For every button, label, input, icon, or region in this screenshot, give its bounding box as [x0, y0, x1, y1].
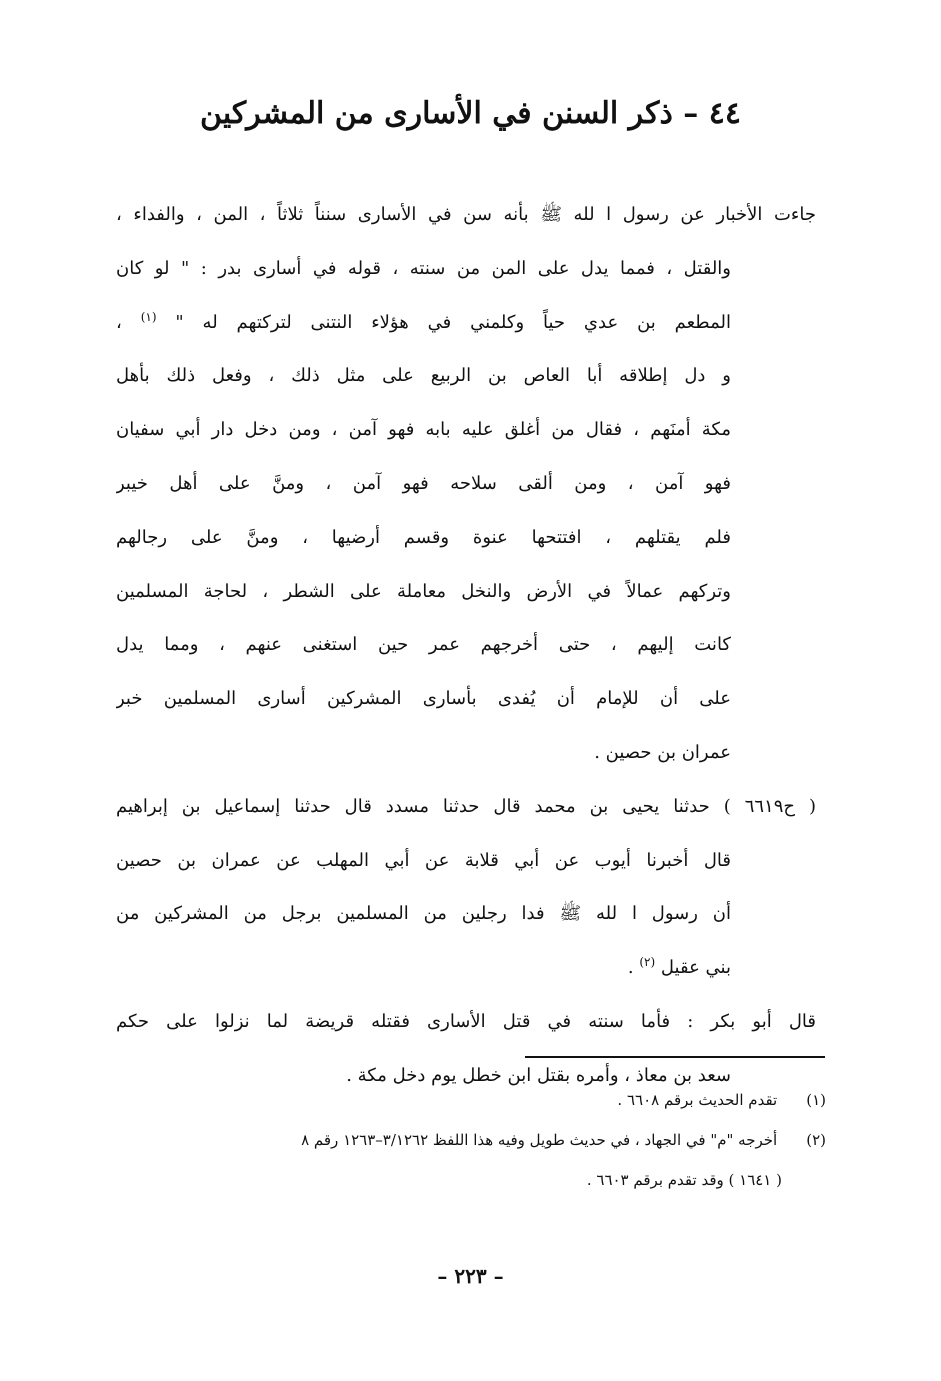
footnote-number: (١): [806, 1091, 826, 1109]
body-text: [116, 188, 816, 1103]
chapter-title: ٤٤ – ذكر السنن في الأسارى من المشركين: [200, 96, 741, 131]
footnote: [116, 1120, 826, 1160]
body-line: والقتل ، فمما يدل على المن من سنته ، قوله في أسارى بدر : " لو كان: [116, 257, 731, 279]
footnote-text: ( ١٦٤١ ) وقد تقدم برقم ٦٦٠٣ .: [586, 1171, 782, 1189]
footnote-divider: [525, 1056, 825, 1058]
body-line: فهو آمن ، ومن ألقى سلاحه فهو آمن ، ومنَّ على أهل خيبر: [116, 472, 731, 494]
body-line-text: المطعم بن عدي حياً وكلمني في هؤلاء النتنى لتركتهم له ": [175, 311, 731, 333]
body-line: على أن للإمام أن يُفدى بأسارى المشركين أسارى المسلمين خبر: [116, 688, 731, 710]
body-line-text: بني عقيل: [660, 957, 731, 979]
body-line: و دل إطلاقه أبا العاص بن الربيع على مثل ذلك ، وفعل ذلك بأهل: [116, 365, 731, 387]
footnote-number: (٢): [806, 1131, 826, 1149]
body-line: فلم يقتلهم ، افتتحها عنوة وقسم أرضيها ، ومنَّ على رجالهم: [116, 526, 731, 548]
footnote-ref: (٢): [639, 955, 656, 970]
body-line: كانت إليهم ، حتى أخرجهم عمر حين استغنى عنهم ، ومما يدل: [116, 634, 731, 656]
footnote-text: تقدم الحديث برقم ٦٦٠٨ .: [617, 1091, 778, 1109]
hadith-line: ( ح٦٦١٩ ) حدثنا يحيى بن محمد قال حدثنا مسدد قال حدثنا إسماعيل بن إبراهيم: [116, 795, 816, 817]
hadith-line: قال أخبرنا أيوب عن أبي قلابة عن أبي المهلب عن عمران بن حصين: [116, 849, 731, 871]
page-number: – ٢٢٣ –: [437, 1264, 504, 1288]
commentary-line: قال أبو بكر : فأما سنته في قتل الأسارى فقتله قريضة لما نزلوا على حكم: [116, 1010, 816, 1032]
footnote-ref: (١): [140, 309, 157, 324]
body-line: عمران بن حصين .: [594, 741, 731, 763]
body-line: وتركهم عمالاً في الأرض والنخل معاملة على الشطر ، لحاجة المسلمين: [116, 580, 731, 602]
commentary-line: سعد بن معاذ ، وأمره بقتل ابن خطل يوم دخل مكة .: [346, 1064, 731, 1086]
footnote: [116, 1080, 826, 1120]
body-line: مكة أمنَهم ، فقال من أغلق عليه بابه فهو آمن ، ومن دخل دار أبي سفيان: [116, 419, 731, 441]
punctuation: ،: [116, 311, 122, 333]
hadith-line: أن رسول ا لله ﷺ فدا رجلين من المسلمين برجل من المشركين من: [116, 903, 731, 925]
hadith-line-with-ref: [116, 941, 816, 995]
body-line-with-ref: [116, 296, 816, 350]
punctuation: .: [627, 957, 634, 979]
footnotes: [116, 1080, 826, 1200]
body-line: جاءت الأخبار عن رسول ا لله ﷺ بأنه سن في الأسارى سنناً ثلاثاً ، المن ، والفداء ،: [116, 204, 816, 225]
footnote-text: أخرجه "م" في الجهاد ، في حديث طويل وفيه هذا اللفظ ٣/١٢٦٢–١٢٦٣ رقم ٨: [301, 1131, 778, 1149]
footnote-continuation: [116, 1160, 826, 1200]
